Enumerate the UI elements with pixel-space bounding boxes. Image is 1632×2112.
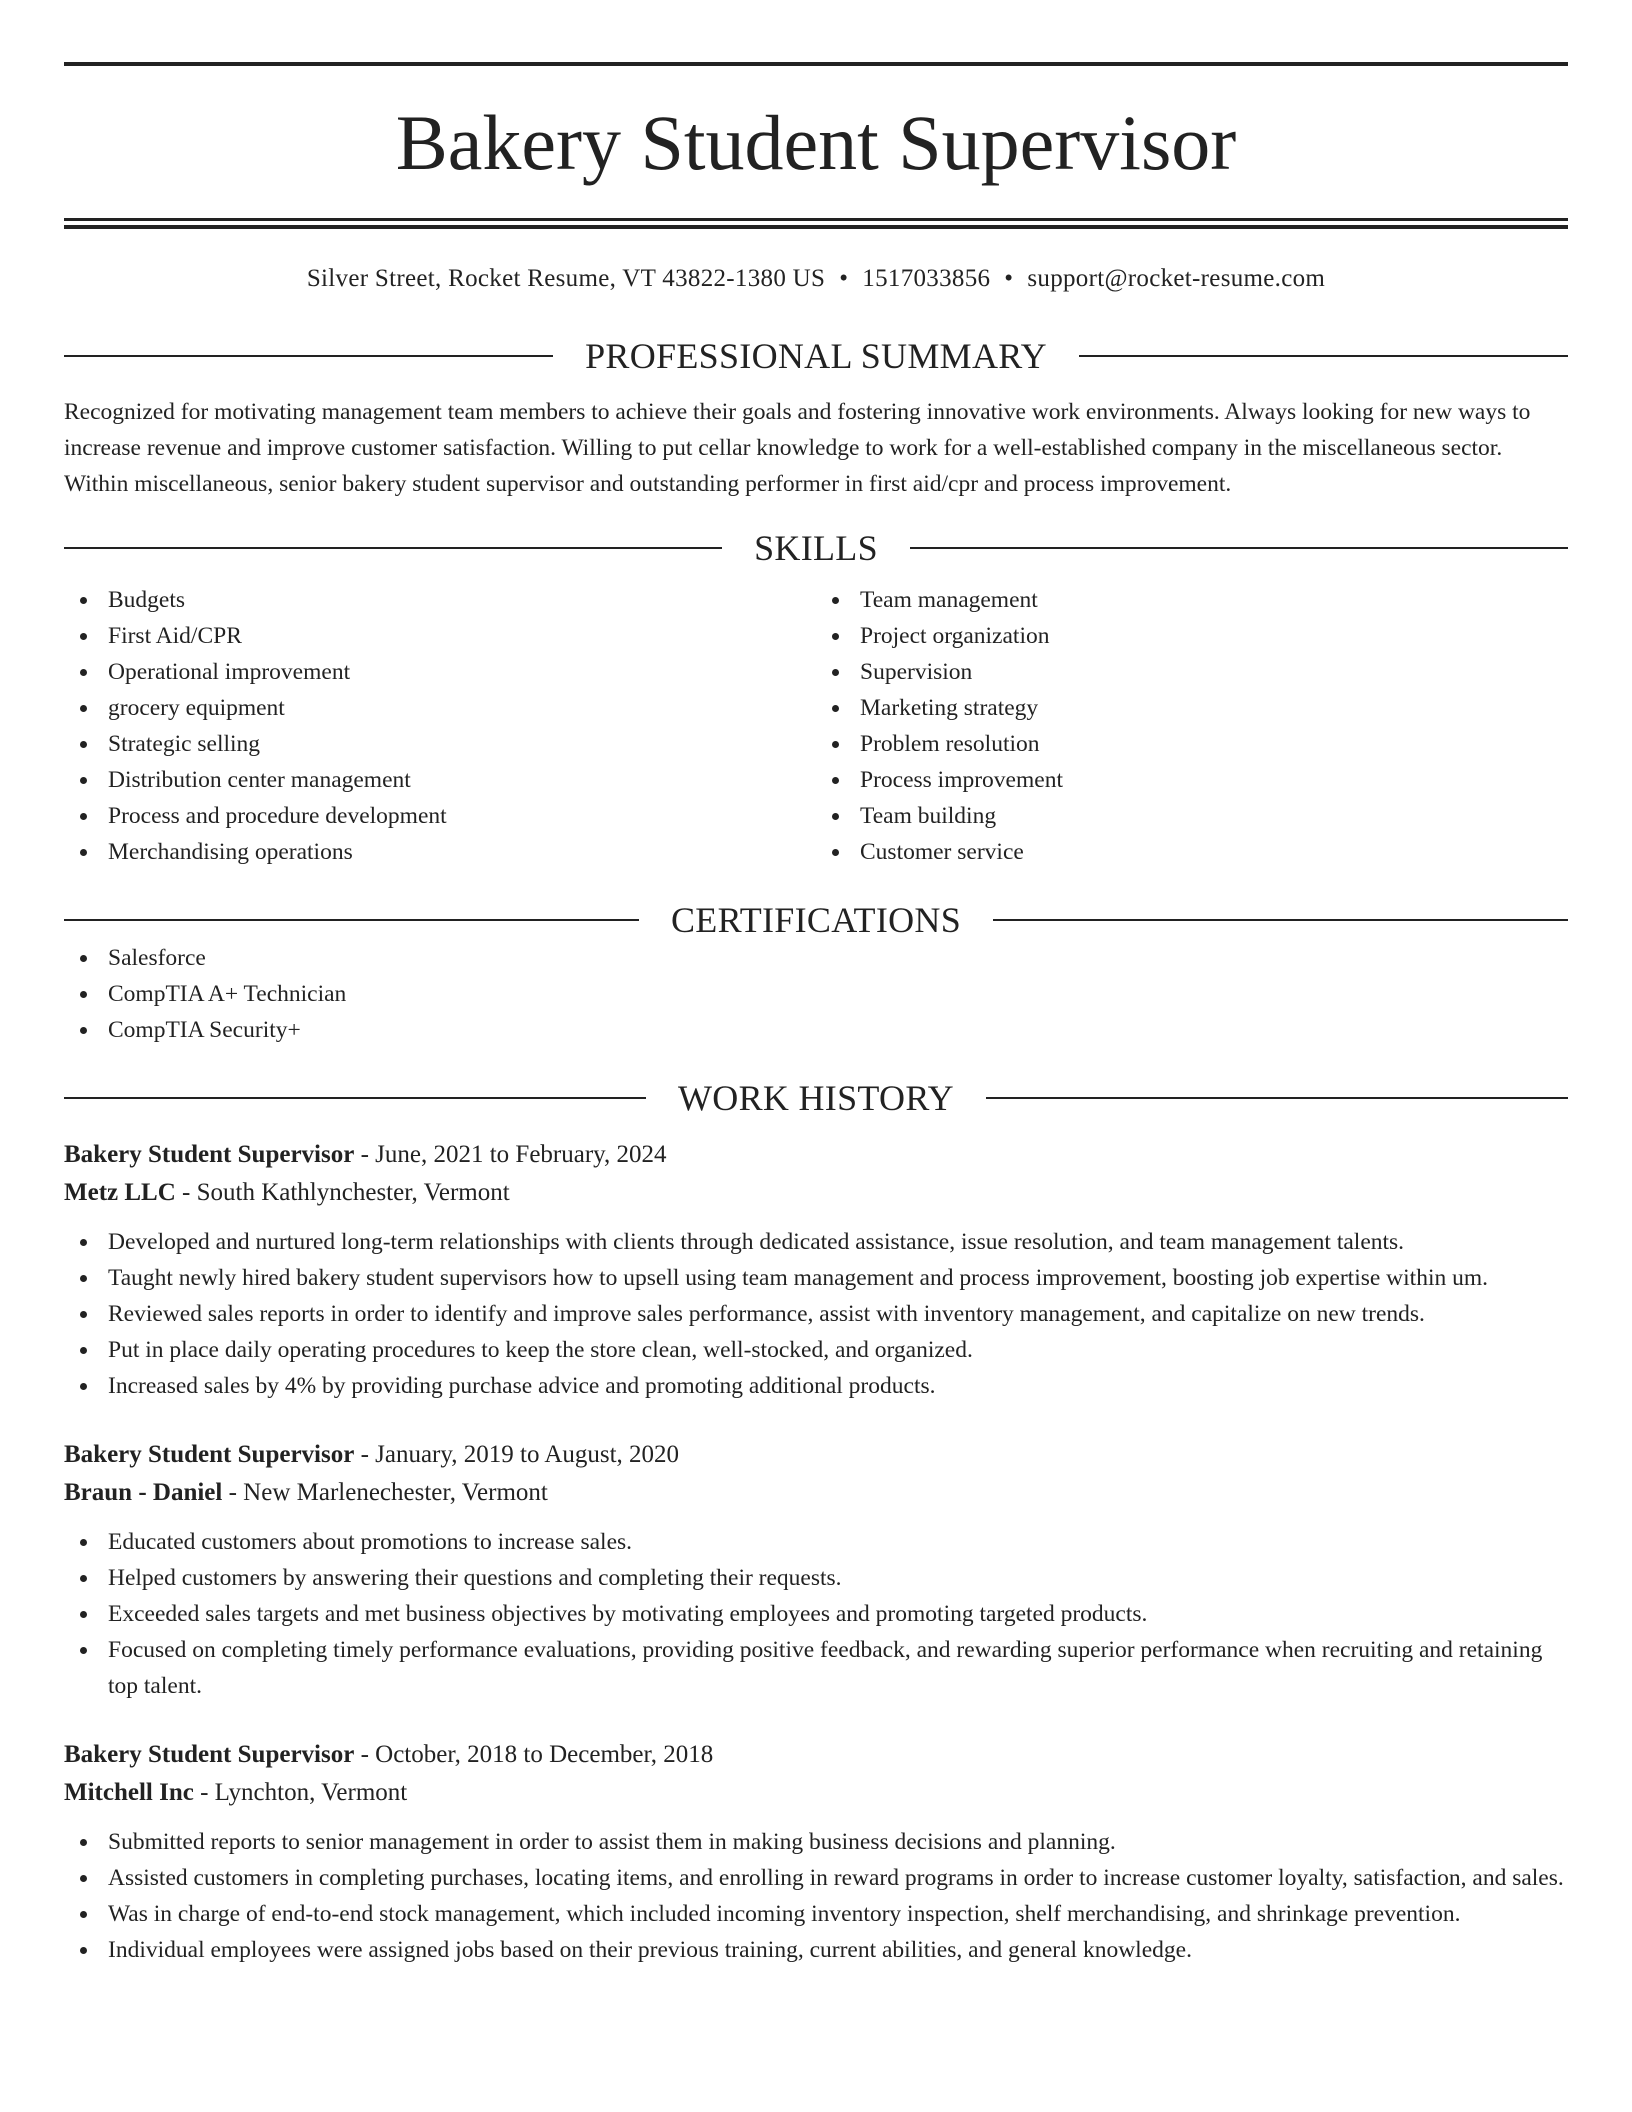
skill-item: grocery equipment [64,690,816,726]
section-rule-left [64,355,553,357]
job-location: - Lynchton, Vermont [193,1779,408,1806]
certifications-list [64,940,1568,1048]
job-title: Bakery Student Supervisor [64,1741,355,1768]
job-bullet: Submitted reports to senior management in order to assist them in making business decisions and planning. [64,1824,1568,1860]
section-rule-right [986,1097,1568,1099]
skill-item: Project organization [816,618,1568,654]
section-rule-right [910,547,1568,549]
job-bullet: Developed and nurtured long-term relationships with clients through dedicated assistance, issue resolution, and team management talents. [64,1224,1568,1260]
job-bullet: Increased sales by 4% by providing purchase advice and promoting additional products. [64,1368,1568,1404]
section-rule-right [993,919,1568,921]
summary-text: Recognized for motivating management team members to achieve their goals and fostering innovative work environments. Always looking for new ways to increase revenue and improve customer satisfaction. Willing to put cellar knowledge to work for a well-established company in the miscellaneous sector. Within miscellaneous, senior bakery student supervisor and outstanding performer in first aid/cpr and process improvement. [64,399,1531,497]
summary-section-title: PROFESSIONAL SUMMARY [585,336,1047,376]
skill-item: First Aid/CPR [64,618,816,654]
contact-separator: • [1004,265,1014,292]
contact-address: Silver Street, Rocket Resume, VT 43822-1380 US [306,265,826,292]
contact-phone: 1517033856 [862,265,991,292]
skill-item: Marketing strategy [816,690,1568,726]
certification-item: CompTIA A+ Technician [64,976,1568,1012]
skills-grid [64,582,1568,870]
skill-item: Process improvement [816,762,1568,798]
skill-item: Distribution center management [64,762,816,798]
job-entry [64,1436,1568,1704]
job-entry [64,1136,1568,1404]
job-bullet: Focused on completing timely performance evaluations, providing positive feedback, and rewarding superior performance when recruiting and retaining top talent. [64,1632,1568,1704]
job-bullet: Assisted customers in completing purchases, locating items, and enrolling in reward programs in order to increase customer loyalty, satisfaction, and sales. [64,1860,1568,1896]
skill-item: Budgets [64,582,816,618]
job-company: Mitchell Inc [64,1779,194,1806]
job-company-line [64,1774,1568,1812]
skill-item: Problem resolution [816,726,1568,762]
job-dates: - October, 2018 to December, 2018 [354,1741,714,1768]
job-bullet: Educated customers about promotions to increase sales. [64,1524,1568,1560]
job-bullets [64,1824,1568,1968]
job-bullet: Exceeded sales targets and met business objectives by motivating employees and promoting targeted products. [64,1596,1568,1632]
summary-section-header [64,336,1568,376]
contact-line [64,262,1568,296]
skills-section-header [64,528,1568,568]
job-bullets [64,1224,1568,1404]
job-company-line [64,1174,1568,1212]
double-rule [64,218,1568,229]
job-bullet: Helped customers by answering their questions and completing their requests. [64,1560,1568,1596]
certifications-section-header [64,900,1568,940]
job-bullet: Taught newly hired bakery student supervisors how to upsell using team management and process improvement, boosting job expertise within um. [64,1260,1568,1296]
skills-section-title: SKILLS [754,528,878,568]
job-title: Bakery Student Supervisor [64,1441,355,1468]
skills-list-right [816,582,1568,870]
job-company: Metz LLC [64,1179,176,1206]
skill-item: Strategic selling [64,726,816,762]
job-bullet: Reviewed sales reports in order to identify and improve sales performance, assist with inventory management, and capitalize on new trends. [64,1296,1568,1332]
skill-item: Customer service [816,834,1568,870]
job-title-line [64,1136,1568,1174]
work-section-title: WORK HISTORY [678,1078,954,1118]
top-rule [64,62,1568,66]
section-rule-right [1079,355,1568,357]
job-company: Braun - Daniel [64,1479,223,1506]
certification-item: CompTIA Security+ [64,1012,1568,1048]
job-entry [64,1736,1568,1968]
skill-item: Supervision [816,654,1568,690]
skill-item: Team management [816,582,1568,618]
job-location: - New Marlenechester, Vermont [222,1479,548,1506]
section-rule-left [64,919,639,921]
job-bullet: Individual employees were assigned jobs based on their previous training, current abilities, and general knowledge. [64,1932,1568,1968]
job-title: Bakery Student Supervisor [64,1141,355,1168]
skills-list-left [64,582,816,870]
contact-email: support@rocket-resume.com [1027,265,1326,292]
section-rule-left [64,547,722,549]
certification-item: Salesforce [64,940,1568,976]
job-bullets [64,1524,1568,1704]
job-location: - South Kathlynchester, Vermont [175,1179,510,1206]
job-dates: - June, 2021 to February, 2024 [354,1141,667,1168]
job-company-line [64,1474,1568,1512]
section-rule-left [64,1097,646,1099]
job-title-line [64,1436,1568,1474]
skill-item: Operational improvement [64,654,816,690]
job-title-line [64,1736,1568,1774]
skill-item: Merchandising operations [64,834,816,870]
skill-item: Process and procedure development [64,798,816,834]
job-bullet: Put in place daily operating procedures to keep the store clean, well-stocked, and organized. [64,1332,1568,1368]
certifications-section-title: CERTIFICATIONS [670,900,962,940]
skill-item: Team building [816,798,1568,834]
resume-name: Bakery Student Supervisor [395,99,1237,186]
job-dates: - January, 2019 to August, 2020 [354,1441,680,1468]
contact-separator: • [839,265,849,292]
job-bullet: Was in charge of end-to-end stock management, which included incoming inventory inspection, shelf merchandising, and shrinkage prevention. [64,1896,1568,1932]
work-section-header [64,1078,1568,1118]
